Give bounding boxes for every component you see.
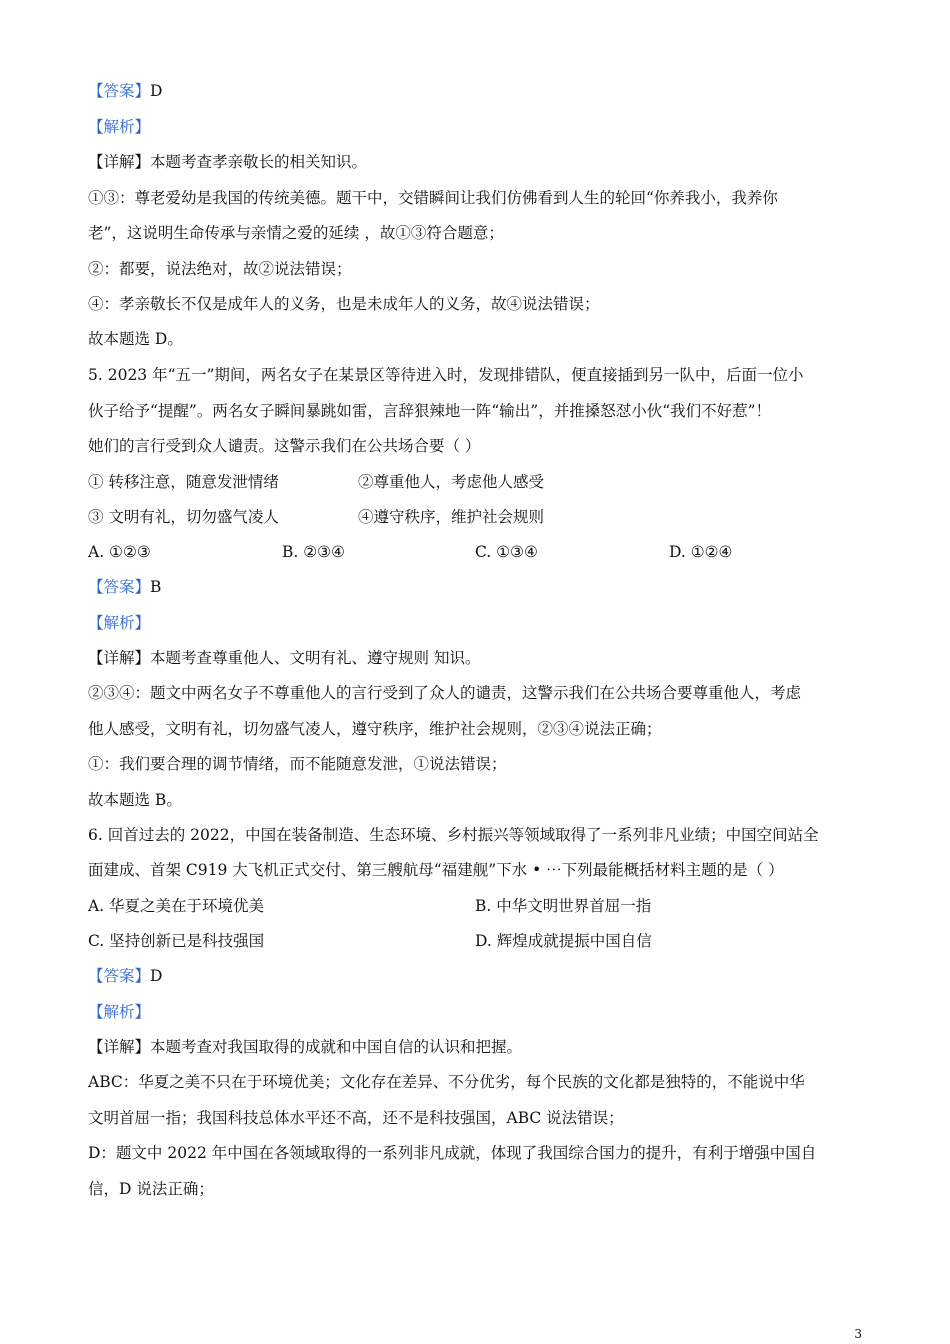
q6-analysis-tag: 【解析】 [88, 1003, 151, 1021]
q5-item: ③ 文明有礼，切勿盛气凌人 [88, 508, 279, 526]
detail-text: 本题考查孝亲敬长的相关知识。 [150, 153, 368, 171]
q4-line: ①③：尊老爱幼是我国的传统美德。题干中，交错瞬间让我们仿佛看到人生的轮回“你养我小，我养你 [88, 189, 778, 207]
q6-line: 文明首屈一指；我国科技总体水平还不高，还不是科技强国，ABC 说法错误； [88, 1109, 624, 1127]
q6-option-a: A. 华夏之美在于环境优美 [88, 897, 265, 915]
q5-line: ①：我们要合理的调节情绪，而不能随意发泄，①说法错误； [88, 755, 507, 773]
page-number: 3 [854, 1327, 862, 1341]
answer-value: B [150, 578, 162, 596]
q6-line: ABC：华夏之美不只在于环境优美；文化存在差异、不分优劣，每个民族的文化都是独特的，不能说中华 [88, 1073, 805, 1091]
q4-analysis-tag: 【解析】 [88, 118, 151, 136]
q4-answer-line [88, 80, 162, 102]
q5-item: ②尊重他人，考虑他人感受 [358, 473, 545, 491]
q6-answer-line [88, 965, 162, 987]
q5-item: ④遵守秩序，维护社会规则 [358, 508, 545, 526]
q5-option-a: A. ①②③ [88, 543, 151, 561]
q5-option-d: D. ①②④ [669, 543, 733, 561]
q5-stem-line: 伙子给予“提醒”。两名女子瞬间暴跳如雷，言辞狠辣地一阵“输出”，并推搡怒怼小伙“我们不好惹”！ [88, 402, 772, 420]
q5-analysis-tag: 【解析】 [88, 614, 151, 632]
q6-option-d: D. 辉煌成就提振中国自信 [475, 932, 652, 950]
answer-tag: 【答案】 [88, 82, 151, 100]
detail-text: 本题考查对我国取得的成就和中国自信的认识和把握。 [150, 1038, 523, 1056]
detail-tag: 【详解】 [88, 153, 151, 171]
q4-line: ④：孝亲敬长不仅是成年人的义务，也是未成年人的义务，故④说法错误； [88, 295, 600, 313]
q6-option-c: C. 坚持创新已是科技强国 [88, 932, 265, 950]
q6-option-b: B. 中华文明世界首屈一指 [475, 897, 652, 915]
detail-tag: 【详解】 [88, 1038, 151, 1056]
q6-stem-line: 6. 回首过去的 2022，中国在装备制造、生态环境、乡村振兴等领域取得了一系列非凡业绩；中国空间站全 [88, 826, 819, 844]
q4-line: 老”，这说明生命传承与亲情之爱的延续 ，故①③符合题意； [88, 224, 504, 242]
q6-detail-line [88, 1036, 522, 1058]
q4-line: ②：都要，说法绝对，故②说法错误； [88, 260, 352, 278]
q6-line: D：题文中 2022 年中国在各领域取得的一系列非凡成就，体现了我国综合国力的提升，有利于增强中国自 [88, 1144, 817, 1162]
answer-value: D [150, 967, 163, 985]
q5-line: 故本题选 B。 [88, 791, 182, 809]
q6-line: 信，D 说法正确； [88, 1180, 214, 1198]
q5-stem-line: 5. 2023 年“五一”期间，两名女子在某景区等待进入时，发现排错队，便直接插到另一队中，后面一位小 [88, 366, 804, 384]
answer-tag: 【答案】 [88, 967, 151, 985]
q6-stem-line: 面建成、首架 C919 大飞机正式交付、第三艘航母“福建舰”下水 • ⋯下列最能概括材料主题的是（ ） [88, 861, 784, 879]
detail-text: 本题考查尊重他人、文明有礼、遵守规则 知识。 [150, 649, 481, 667]
q5-option-b: B. ②③④ [282, 543, 345, 561]
q4-line: 故本题选 D。 [88, 330, 183, 348]
q5-detail-line [88, 647, 480, 669]
answer-tag: 【答案】 [88, 578, 151, 596]
q5-answer-line [88, 576, 161, 598]
q5-line: 他人感受，文明有礼，切勿盛气凌人，遵守秩序，维护社会规则，②③④说法正确； [88, 720, 662, 738]
q5-option-c: C. ①③④ [475, 543, 538, 561]
detail-tag: 【详解】 [88, 649, 151, 667]
q5-stem-line: 她们的言行受到众人谴责。这警示我们在公共场合要（ ） [88, 437, 481, 455]
q5-line: ②③④：题文中两名女子不尊重他人的言行受到了众人的谴责，这警示我们在公共场合要尊重他人，考虑 [88, 684, 802, 702]
q5-item: ① 转移注意，随意发泄情绪 [88, 473, 279, 491]
answer-value: D [150, 82, 163, 100]
q4-detail-line [88, 151, 367, 173]
